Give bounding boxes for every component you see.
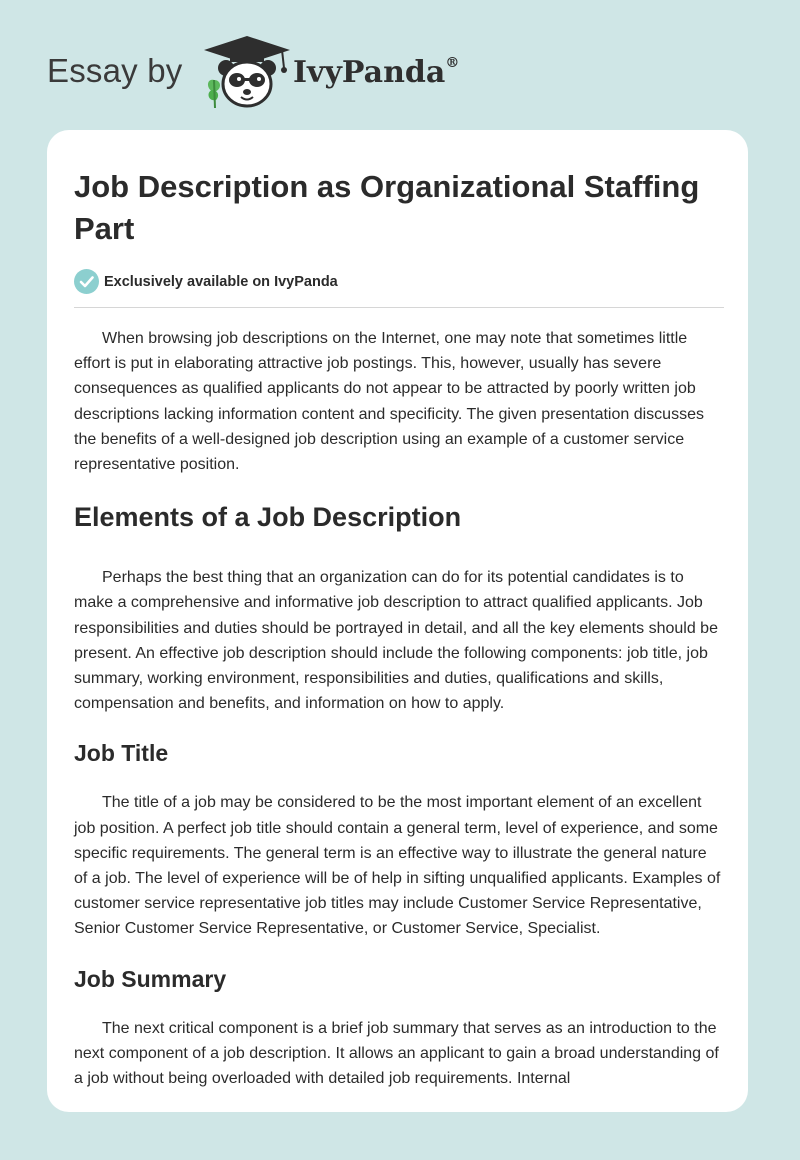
panda-logo-icon[interactable]: [202, 34, 292, 112]
exclusive-label: Exclusively available on IvyPanda: [104, 274, 338, 290]
page-title: Job Description as Organizational Staffing Part: [74, 169, 700, 246]
check-circle-icon: [74, 269, 99, 294]
subheading-job-title: Job Title: [74, 740, 169, 767]
site-header: [47, 34, 547, 114]
subheading-job-summary: Job Summary: [74, 965, 227, 992]
paragraph-job-title: The title of a job may be considered to be the most important element of an excellent job position. A perfect job title should contain a general term, level of experience, and some specific requirements. The general term is an effective way to illustrate the general nature of a job. The level of experience will be of help in sifting unqualified applicants. Examples of customer service representative job titles may include Customer Service Representative, Senior Customer Service Representative, or Customer Service, Specialist.: [74, 794, 721, 938]
essay-content: [74, 166, 724, 1091]
divider: [74, 307, 724, 308]
essay-by-label: Essay by: [47, 52, 183, 89]
section-paragraph-elements: Perhaps the best thing that an organization can do for its potential candidates is to make a comprehensive and informative job description to attract qualified applicants. Job responsibilities and duties should be portrayed in detail, and all the key elements should be present. An effective job description should include the following components: job title, job summary, working environment, responsibilities and duties, qualifications and skills, compensation and benefits, and information on how to apply.: [74, 569, 718, 713]
brand-name[interactable]: IvyPanda®: [293, 55, 460, 90]
exclusive-badge: [74, 269, 724, 299]
intro-paragraph: When browsing job descriptions on the Internet, one may note that sometimes little effort is put in elaborating attractive job postings. This, however, usually has severe consequences as qualified applicants do not appear to be attracted by poorly written job descriptions lacking information content and specificity. The given presentation discusses the benefits of a well-designed job description using an example of a customer service representative position.: [74, 330, 704, 474]
essay-card: [47, 130, 748, 1112]
paragraph-job-summary: The next critical component is a brief job summary that serves as an introduction to the next component of a job description. It allows an applicant to gain a broad understanding of a job without being overloaded with detailed job requirements. Internal: [74, 1019, 719, 1088]
section-heading-elements: Elements of a Job Description: [74, 502, 462, 533]
